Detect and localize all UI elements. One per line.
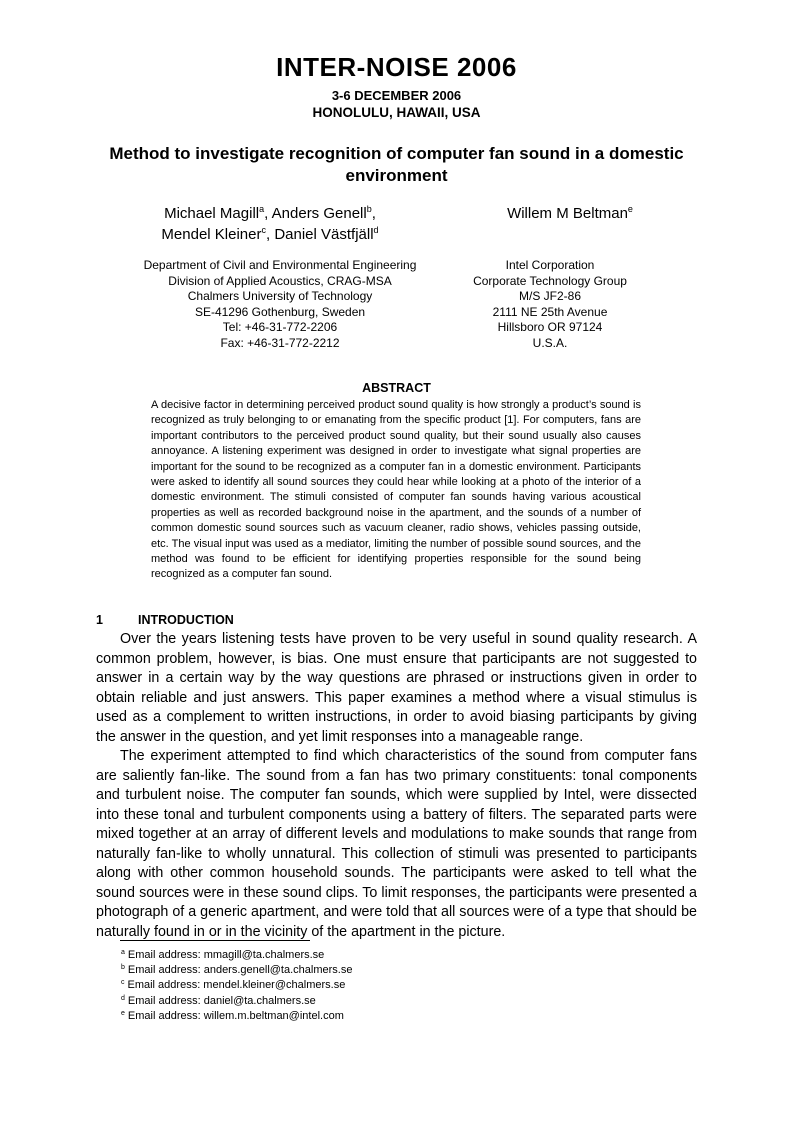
author-name: Michael Magill xyxy=(164,205,260,222)
author-separator: , xyxy=(265,226,275,243)
affiliation-line: M/S JF2-86 xyxy=(518,289,581,303)
footnote-text: Email address: willem.m.beltman@intel.com xyxy=(127,1009,344,1022)
author-mark: b xyxy=(366,204,372,214)
footnote-mark: c xyxy=(121,979,125,987)
footnote xyxy=(121,978,352,993)
affiliation-line: Fax: +46-31-772-2212 xyxy=(220,335,340,350)
affiliation-chalmers xyxy=(117,258,443,351)
author-separator: , xyxy=(264,205,272,222)
abstract-heading: ABSTRACT xyxy=(362,381,431,395)
affiliation-line: Tel: +46-31-772-2206 xyxy=(222,320,338,334)
footnote-text: Email address: mendel.kleiner@chalmers.se xyxy=(127,979,346,992)
author-list-left xyxy=(140,203,400,245)
author-line-1 xyxy=(140,203,400,224)
author-list-right xyxy=(470,203,670,224)
paragraph: The experiment attempted to find which characteristics of the sound from computer fans are saliently fan-like. The sound from a fan has two primary constituents: tonal components and turbulent noise. The computer fan sounds, which were supplied by Intel, were dissected into these tonal and turbulent components using a battery of filters. The separated parts were mixed together at an array of different levels and modulations to make sounds that range from naturally fan-like to wholly unnatural. This collection of stimuli was presented to participants along with other common household sounds. The participants were asked to tell what the sound sources were in these sound clips. To limit responses, the participants were presented a photograph of a generic apartment, and were told that all sources were of a type that should be naturally found in or in the vicinity of the apartment in the picture. xyxy=(96,748,697,940)
footnote-mark: b xyxy=(121,964,125,972)
affiliation-line: Intel Corporation xyxy=(505,258,595,272)
author-mark: e xyxy=(627,204,633,214)
footnote xyxy=(121,948,352,963)
affiliation-line: Department of Civil and Environmental Engineering xyxy=(143,258,417,272)
conference-title: INTER-NOISE 2006 xyxy=(276,52,517,82)
affiliation-line: Hillsboro OR 97124 xyxy=(497,320,603,334)
footnote-list xyxy=(121,948,352,1024)
abstract-text: A decisive factor in determining perceived product sound quality is how strongly a product’s sound is recognized as truly belonging to or emanating from the specific product [1]. For computers, fans are important contributors to the perceived product sound quality, but their sound usually also causes annoyance. A listening experiment was designed in order to investigate what signal properties are important for the sound to be recognized as a computer fan in a domestic environment. Participants were asked to identify all sound sources they could hear while looking at a photo of the interior of a domestic environment. The stimuli consisted of computer fan sounds having various acoustical properties as well as recorded background noise in the apartment, and the sounds of a number of common domestic sound sources such as vacuum cleaner, radio shows, vehicles passing outside, etc. The visual input was used as a mediator, limiting the number of possible sound sources, and the method was found to be efficient for identifying properties responsible for the sound being recognized as a computer fan sound. xyxy=(151,399,641,581)
footnote xyxy=(121,963,352,978)
author-name: Anders Genell xyxy=(271,205,367,222)
footnote-text: Email address: daniel@ta.chalmers.se xyxy=(127,994,316,1007)
footnote xyxy=(121,1009,352,1024)
conference-date: 3-6 DECEMBER 2006 xyxy=(331,88,462,103)
author-name: Mendel Kleiner xyxy=(161,226,262,243)
affiliation-line: 2111 NE 25th Avenue xyxy=(492,304,608,319)
footnote-text: Email address: mmagill@ta.chalmers.se xyxy=(127,949,325,961)
paper-title: Method to investigate recognition of computer fan sound in a domestic environment xyxy=(109,144,684,185)
affiliation-line: Division of Applied Acoustics, CRAG-MSA xyxy=(168,273,392,288)
author-name: Daniel Västfjäll xyxy=(274,226,374,243)
author-mark: a xyxy=(259,204,265,214)
footnote-mark: d xyxy=(121,994,125,1002)
affiliation-line: Chalmers University of Technology xyxy=(187,289,373,303)
footnote-divider xyxy=(120,940,310,941)
author-mark: d xyxy=(373,225,379,235)
affiliation-line: Corporate Technology Group xyxy=(473,273,627,288)
paragraph: Over the years listening tests have proven to be very useful in sound quality research. A common problem, however, is bias. One must ensure that participants are not suggested to answer in a certain way by the way questions are phrased or instructions given in order to obtain reliable and just answers. This paper examines a method where a visual stimulus is used as a complement to written instructions, in order to avoid biasing participants by giving the answer in the question, and yet limit responses into a manageable range. xyxy=(96,631,697,745)
author-separator: , xyxy=(371,205,376,222)
conference-venue: HONOLULU, HAWAII, USA xyxy=(312,105,481,120)
footnote xyxy=(121,994,352,1009)
author-name: Willem M Beltman xyxy=(507,205,628,222)
affiliation-intel xyxy=(465,258,635,351)
section-title: INTRODUCTION xyxy=(138,613,234,627)
section-number: 1 xyxy=(96,613,103,627)
footnote-text: Email address: anders.genell@ta.chalmers.se xyxy=(127,964,353,977)
footnote-mark: a xyxy=(121,949,125,956)
introduction-body xyxy=(96,630,697,942)
affiliation-line: U.S.A. xyxy=(532,335,568,350)
section-heading-introduction xyxy=(96,613,234,627)
author-line-2 xyxy=(140,224,400,245)
affiliation-line: SE-41296 Gothenburg, Sweden xyxy=(194,304,366,319)
author-mark: c xyxy=(261,225,266,235)
footnote-mark: e xyxy=(121,1009,125,1017)
